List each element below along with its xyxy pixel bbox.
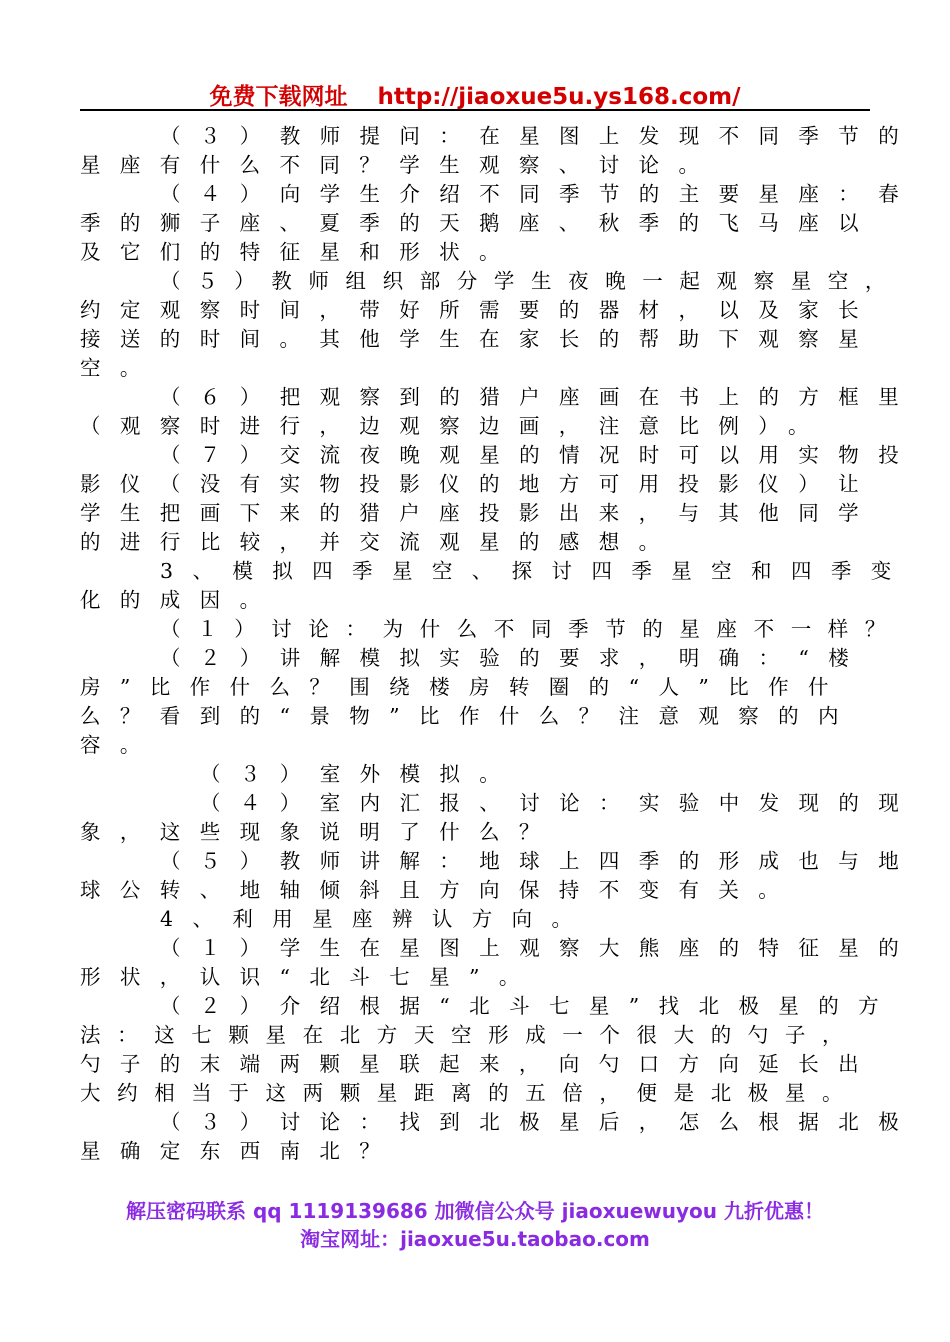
text-line: 容。: [80, 733, 160, 757]
text-line: 球公转、地轴倾斜且方向保持不变有关。: [80, 878, 799, 902]
text-line: （６）把观察到的猎户座画在书上的方框里: [160, 385, 919, 409]
document-body: [80, 122, 919, 1166]
text-line: 季的狮子座、夏季的天鹅座、秋季的飞马座以: [80, 211, 878, 235]
text-line: （５）教师组织部分学生夜晚一起观察星空，: [160, 269, 902, 293]
text-line: 空。: [80, 356, 160, 380]
text-line: （３）室外模拟。: [200, 762, 520, 786]
text-line: 的进行比较，并交流观星的感想。: [80, 530, 679, 554]
text-line: 勺子的末端两颗星联起来，向勺口方向延长出: [80, 1052, 878, 1076]
text-line: （２）讲解模拟实验的要求，明确：“楼: [160, 646, 869, 670]
text-line: （观察时进行，边观察边画，注意比例）。: [80, 414, 828, 438]
text-line: 影仪（没有实物投影仪的地方可用投影仪）让: [80, 472, 878, 496]
text-line: 大约相当于这两颗星距离的五倍，便是北极星。: [80, 1081, 860, 1105]
text-line: 么？看到的“景物”比作什么？注意观察的内: [80, 704, 858, 728]
text-line: （２）介绍根据“北斗七星”找北极星的方: [160, 994, 899, 1018]
header-divider: [80, 109, 870, 111]
text-line: 星确定东西南北？: [80, 1139, 400, 1163]
text-line: 星座有什么不同？学生观察、讨论。: [80, 153, 719, 177]
text-line: 约定观察时间，带好所需要的器材，以及家长: [80, 298, 878, 322]
text-line: （１）讨论：为什么不同季节的星座不一样？: [160, 617, 902, 641]
text-line: （７）交流夜晚观星的情况时可以用实物投: [160, 443, 919, 467]
text-line: （３）教师提问：在星图上发现不同季节的: [160, 124, 919, 148]
text-line: （５）教师讲解：地球上四季的形成也与地: [160, 849, 919, 873]
text-line: 3、模拟四季星空、探讨四季星空和四季变: [160, 559, 911, 583]
text-line: 房”比作什么？围绕楼房转圈的“人”比作什: [80, 675, 848, 699]
footer-contact-line: 解压密码联系 qq 1119139686 加微信公众号 jiaoxuewuyou 九折优惠！: [126, 1199, 824, 1223]
text-line: （４）室内汇报、讨论：实验中发现的现: [200, 791, 919, 815]
text-line: 法：这七颗星在北方天空形成一个很大的勺子，: [80, 1023, 860, 1047]
text-line: （１）学生在星图上观察大熊座的特征星的: [160, 936, 919, 960]
text-line: 象，这些现象说明了什么？: [80, 820, 559, 844]
text-line: （４）向学生介绍不同季节的主要星座：春: [160, 182, 919, 206]
text-line: （３）讨论：找到北极星后，怎么根据北极: [160, 1110, 919, 1134]
header-label: 免费下载网址: [209, 84, 348, 110]
text-line: 学生把画下来的猎户座投影出来，与其他同学: [80, 501, 878, 525]
text-line: 4、利用星座辨认方向。: [160, 907, 592, 931]
footer-shop-url[interactable]: 淘宝网址：jiaoxue5u.taobao.com: [300, 1227, 650, 1251]
text-line: 及它们的特征星和形状。: [80, 240, 519, 264]
text-line: 接送的时间。其他学生在家长的帮助下观察星: [80, 327, 878, 351]
text-line: 形状，认识“北斗七星”。: [80, 965, 539, 989]
page-header: [0, 78, 950, 111]
text-line: 化的成因。: [80, 588, 280, 612]
page-footer: [0, 1197, 950, 1253]
header-url-link[interactable]: http://jiaoxue5u.ys168.com/: [377, 84, 741, 110]
